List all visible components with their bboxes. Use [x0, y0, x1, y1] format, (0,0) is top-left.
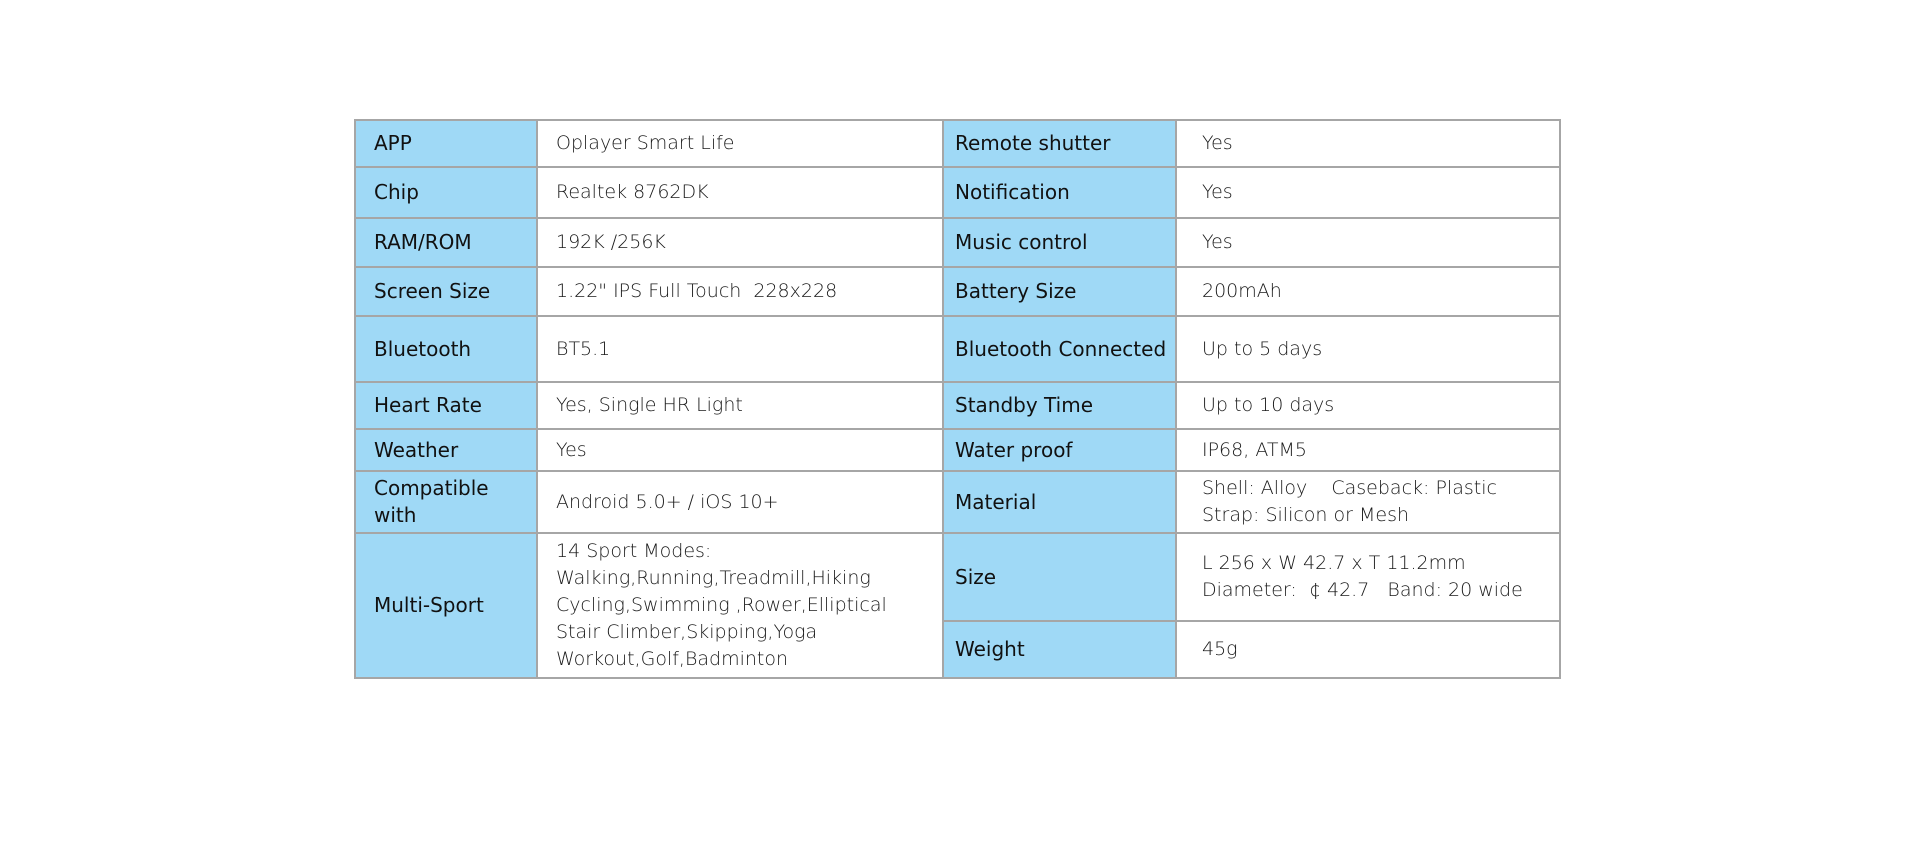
spec-row-app: [355, 120, 1560, 167]
spec-value-multi-sport-line-1: 14 Sport Modes:: [556, 540, 712, 562]
spec-value-size: [1176, 533, 1560, 621]
spec-row-compatible: [355, 471, 1560, 533]
spec-value-multi-sport-line-3: Cycling,Swimming ,Rower,Elliptical: [556, 594, 887, 616]
spec-label-size: Size: [943, 533, 1176, 621]
spec-row-ram-rom: [355, 218, 1560, 267]
spec-value-multi-sport-line-5: Workout,Golf,Badminton: [556, 648, 789, 670]
spec-value-battery-size: 200mAh: [1176, 267, 1560, 316]
spec-label-compatible-with: [355, 471, 537, 533]
spec-label-multi-sport: Multi-Sport: [355, 533, 537, 678]
spec-value-material-line-2: Strap: Silicon or Mesh: [1202, 504, 1410, 526]
spec-value-bluetooth-connected: Up to 5 days: [1176, 316, 1560, 382]
spec-label-bluetooth: Bluetooth: [355, 316, 537, 382]
spec-row-weather: [355, 429, 1560, 471]
spec-value-weather: Yes: [537, 429, 943, 471]
spec-value-multi-sport-line-2: Walking,Running,Treadmill,Hiking: [556, 567, 871, 589]
spec-value-water-proof: IP68, ATM5: [1176, 429, 1560, 471]
spec-label-notification: Notification: [943, 167, 1176, 218]
spec-label-remote-shutter: Remote shutter: [943, 120, 1176, 167]
spec-label-compatible-line-2: with: [374, 503, 417, 527]
spec-value-size-line-2: Diameter: ¢ 42.7 Band: 20 wide: [1202, 579, 1523, 601]
spec-value-music-control: Yes: [1176, 218, 1560, 267]
spec-row-screen-size: [355, 267, 1560, 316]
spec-value-multi-sport: [537, 533, 943, 678]
spec-label-weight: Weight: [943, 621, 1176, 678]
spec-label-heart-rate: Heart Rate: [355, 382, 537, 429]
spec-label-ram-rom: RAM/ROM: [355, 218, 537, 267]
spec-value-chip: Realtek 8762DK: [537, 167, 943, 218]
spec-value-notification: Yes: [1176, 167, 1560, 218]
spec-label-battery-size: Battery Size: [943, 267, 1176, 316]
spec-row-heart-rate: [355, 382, 1560, 429]
spec-value-size-line-1: L 256 x W 42.7 x T 11.2mm: [1202, 552, 1466, 574]
spec-row-chip: [355, 167, 1560, 218]
spec-value-standby-time: Up to 10 days: [1176, 382, 1560, 429]
spec-label-compatible-line-1: Compatible: [374, 476, 489, 500]
spec-table: [354, 119, 1561, 679]
spec-label-bluetooth-connected: Bluetooth Connected: [943, 316, 1176, 382]
spec-value-heart-rate: Yes, Single HR Light: [537, 382, 943, 429]
spec-label-material: Material: [943, 471, 1176, 533]
spec-value-multi-sport-line-4: Stair Climber,Skipping,Yoga: [556, 621, 818, 643]
spec-value-app: Oplayer Smart Life: [537, 120, 943, 167]
spec-value-ram-rom: 192K /256K: [537, 218, 943, 267]
spec-value-compatible-with: Android 5.0+ / iOS 10+: [537, 471, 943, 533]
spec-label-weather: Weather: [355, 429, 537, 471]
spec-value-screen-size: 1.22" IPS Full Touch 228x228: [537, 267, 943, 316]
spec-value-material: [1176, 471, 1560, 533]
spec-label-standby-time: Standby Time: [943, 382, 1176, 429]
spec-label-chip: Chip: [355, 167, 537, 218]
spec-value-remote-shutter: Yes: [1176, 120, 1560, 167]
spec-label-water-proof: Water proof: [943, 429, 1176, 471]
spec-row-bluetooth: [355, 316, 1560, 382]
spec-label-screen-size: Screen Size: [355, 267, 537, 316]
spec-label-app: APP: [355, 120, 537, 167]
spec-value-material-line-1: Shell: Alloy Caseback: Plastic: [1202, 477, 1497, 499]
spec-label-music-control: Music control: [943, 218, 1176, 267]
spec-row-multi-sport: [355, 533, 1560, 621]
spec-value-weight: 45g: [1176, 621, 1560, 678]
spec-value-bluetooth: BT5.1: [537, 316, 943, 382]
